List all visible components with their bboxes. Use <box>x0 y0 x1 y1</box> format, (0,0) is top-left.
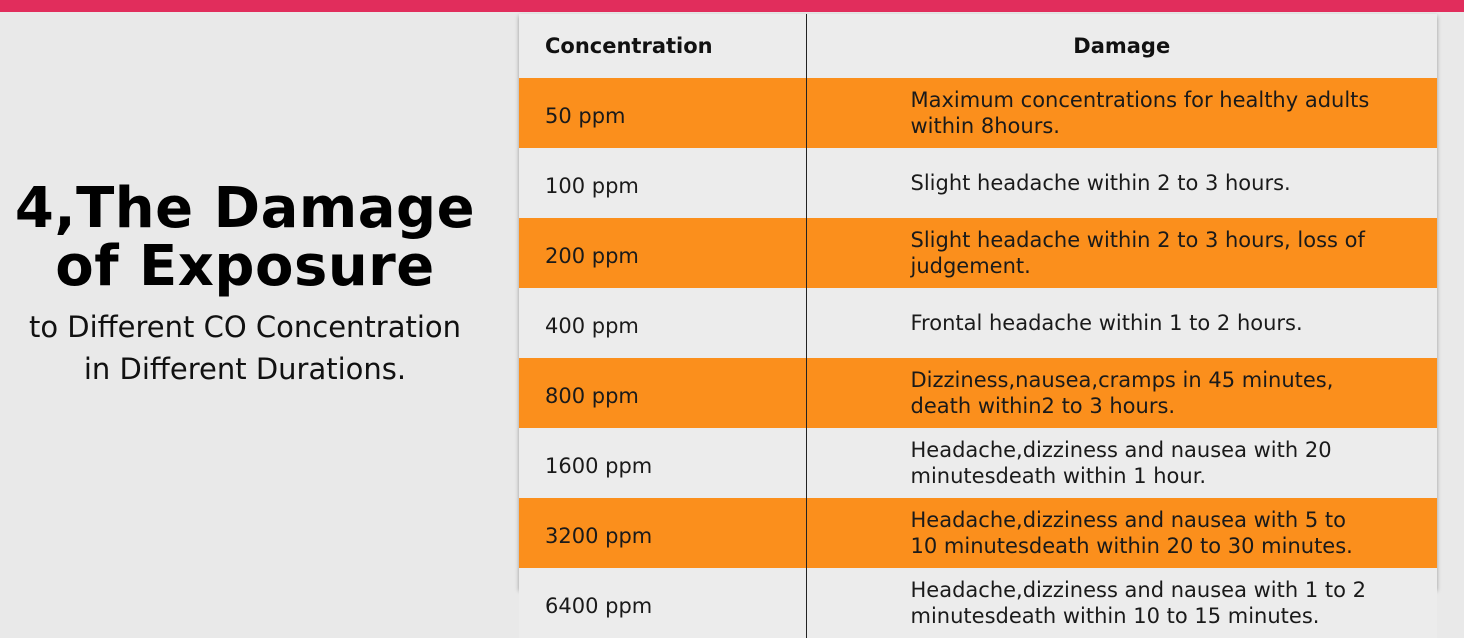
damage-cell: Headache,dizziness and nausea with 5 to 10 minutesdeath within 20 to 30 minutes. <box>806 498 1437 568</box>
damage-cell: Headache,dizziness and nausea with 20 minutesdeath within 1 hour. <box>806 428 1437 498</box>
damage-cell: Slight headache within 2 to 3 hours, loss of judgement. <box>806 218 1437 288</box>
concentration-cell: 400 ppm <box>519 288 806 358</box>
co-damage-table-card <box>519 14 1437 628</box>
damage-cell: Maximum concentrations for healthy adults within 8hours. <box>806 78 1437 148</box>
concentration-cell: 6400 ppm <box>519 568 806 638</box>
subtitle-line-2: in Different Durations. <box>83 352 407 386</box>
concentration-cell: 1600 ppm <box>519 428 806 498</box>
table-row <box>519 78 1437 148</box>
table-row <box>519 498 1437 568</box>
concentration-cell: 800 ppm <box>519 358 806 428</box>
table-row <box>519 358 1437 428</box>
table-row <box>519 148 1437 218</box>
concentration-cell: 100 ppm <box>519 148 806 218</box>
table-header-row <box>519 14 1437 78</box>
header-damage: Damage <box>806 14 1437 78</box>
concentration-cell: 3200 ppm <box>519 498 806 568</box>
damage-cell: Headache,dizziness and nausea with 1 to 2 minutesdeath within 10 to 15 minutes. <box>806 568 1437 638</box>
title-line-1: 4,The Damage <box>14 176 476 241</box>
top-accent-bar <box>0 0 1464 12</box>
table-row <box>519 568 1437 638</box>
damage-cell: Dizziness,nausea,cramps in 45 minutes, death within2 to 3 hours. <box>806 358 1437 428</box>
page-subtitle <box>0 306 490 390</box>
table-row <box>519 428 1437 498</box>
page-title <box>0 176 490 299</box>
table-row <box>519 288 1437 358</box>
title-panel <box>0 176 490 390</box>
table-row <box>519 218 1437 288</box>
co-damage-table <box>519 14 1437 638</box>
concentration-cell: 200 ppm <box>519 218 806 288</box>
title-line-2: of Exposure <box>55 234 435 299</box>
damage-cell: Slight headache within 2 to 3 hours. <box>806 148 1437 218</box>
concentration-cell: 50 ppm <box>519 78 806 148</box>
header-concentration: Concentration <box>519 14 806 78</box>
damage-cell: Frontal headache within 1 to 2 hours. <box>806 288 1437 358</box>
subtitle-line-1: to Different CO Concentration <box>28 310 462 344</box>
